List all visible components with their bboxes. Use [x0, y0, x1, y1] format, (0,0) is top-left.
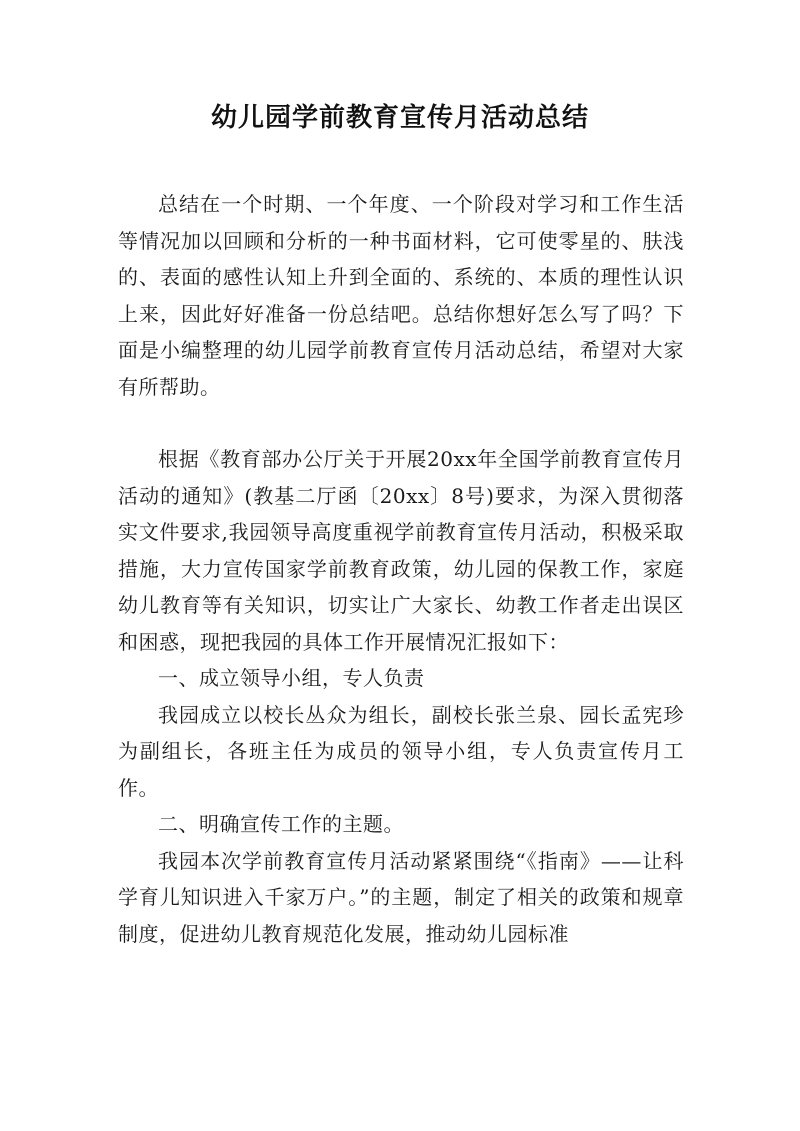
- body-paragraph-notice: 根据《教育部办公厅关于开展20xx年全国学前教育宣传月活动的通知》(教基二厅函〔20xx〕8号)要求，为深入贯彻落实文件要求,我园领导高度重视学前教育宣传月活动，积极采取措施，大力宣传国家学前教育政策，幼儿园的保教工作，家庭幼儿教育等有关知识，切实让广大家长、幼教工作者走出误区和困惑，现把我园的具体工作开展情况汇报如下：: [118, 447, 684, 654]
- document-body: [118, 186, 684, 952]
- section-heading-leadership: 一、成立领导小组，专人负责: [158, 666, 425, 690]
- intro-paragraph: 总结在一个时期、一个年度、一个阶段对学习和工作生活等情况加以回顾和分析的一种书面材料，它可使零星的、肤浅的、表面的感性认知上升到全面的、系统的、本质的理性认识上来，因此好好准备一份总结吧。总结你想好怎么写了吗？下面是小编整理的幼儿园学前教育宣传月活动总结，希望对大家有所帮助。: [118, 192, 684, 399]
- body-paragraph-leadership: 我园成立以校长丛众为组长，副校长张兰泉、园长孟宪珍为副组长，各班主任为成员的领导小组，专人负责宣传月工作。: [118, 702, 684, 800]
- document-title: 幼儿园学前教育宣传月活动总结: [210, 103, 589, 133]
- body-paragraph-theme: 我园本次学前教育宣传月活动紧紧围绕“《指南》——让科学育儿知识进入千家万户。”的主题，制定了相关的政策和规章制度，促进幼儿教育规范化发展，推动幼儿园标准: [118, 848, 684, 946]
- paragraph-spacer: [118, 405, 684, 441]
- section-heading-theme: 二、明确宣传工作的主题。: [158, 812, 404, 836]
